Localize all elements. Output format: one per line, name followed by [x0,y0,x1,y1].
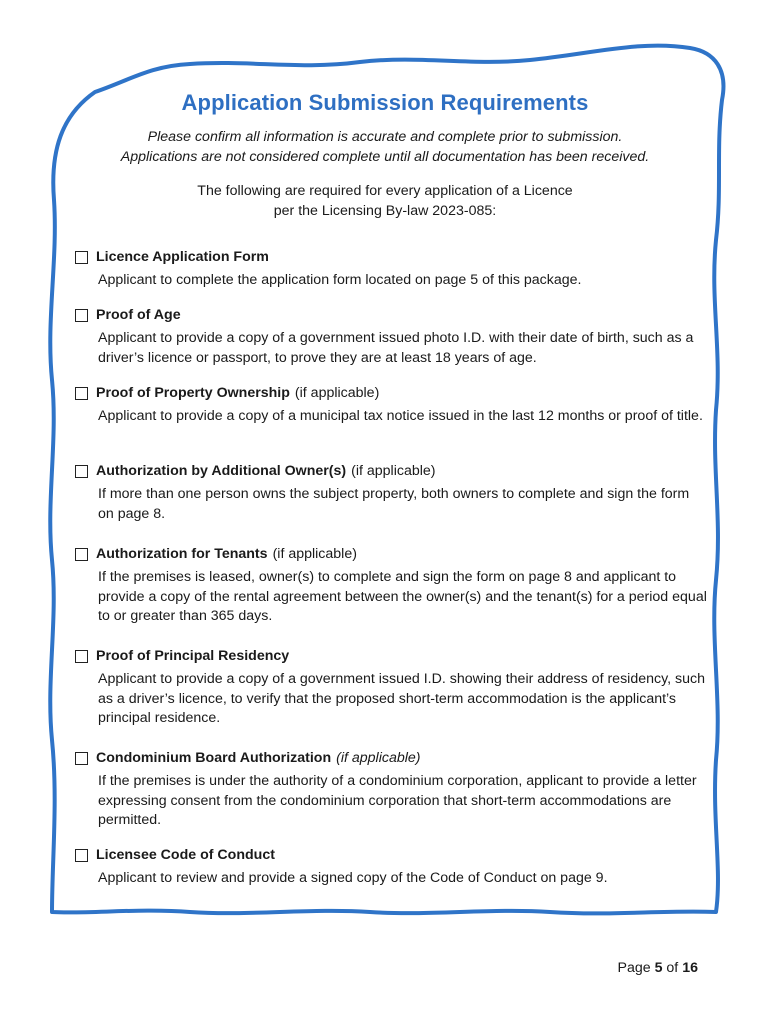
requirement-description: Applicant to provide a copy of a government issued photo I.D. with their date of birth, such as a driver’s licence or passport, to prove they are at least 18 years of age. [98,330,694,366]
checkbox[interactable] [75,309,88,322]
requirement-title: Proof of Property Ownership [96,385,290,401]
requirement-authorization-for-tenants [75,544,705,627]
requirement-proof-of-property-ownership [75,383,705,427]
requirement-title: Authorization by Additional Owner(s) [96,463,347,479]
checkbox[interactable] [75,548,88,561]
requirement-licensee-code-of-conduct [75,845,705,889]
requirement-proof-of-principal-residency [75,646,705,729]
page-number [617,960,698,976]
checkbox[interactable] [75,251,88,264]
checkbox[interactable] [75,650,88,663]
requirement-description: Applicant to review and provide a signed copy of the Code of Conduct on page 9. [98,870,608,886]
required-line-1: The following are required for every application of a Licence [197,183,573,199]
requirement-authorization-additional-owners [75,461,705,524]
page-current: 5 [654,960,663,976]
page-total: 16 [682,960,698,976]
requirement-title: Licence Application Form [96,249,269,265]
requirement-title: Authorization for Tenants [96,546,268,562]
requirement-description: Applicant to provide a copy of a government issued I.D. showing their address of residency, such as a driver’s licence, to verify that the proposed short-term accommodation is the applicant’s principal residence. [98,671,705,726]
intro-line-1: Please confirm all information is accurate and complete prior to submission. [147,129,623,145]
requirement-title: Condominium Board Authorization [96,750,332,766]
requirement-qualifier: (if applicable) [336,750,421,766]
checkbox[interactable] [75,387,88,400]
requirement-title: Licensee Code of Conduct [96,847,275,863]
requirement-qualifier: (if applicable) [294,385,380,401]
requirement-proof-of-age [75,305,705,368]
requirement-condominium-board-authorization [75,748,705,831]
page-title: Application Submission Requirements [181,90,589,115]
requirement-description: If the premises is leased, owner(s) to complete and sign the form on page 8 and applicant to provide a copy of the rental agreement between the owner(s) and the tenant(s) for a period equal to or greater than 365 days. [98,569,707,624]
requirement-description: If more than one person owns the subject property, both owners to complete and sign the form on page 8. [98,486,690,522]
required-line-2: per the Licensing By-law 2023-085: [273,203,497,219]
requirement-licence-application-form [75,247,705,291]
required-statement [0,181,770,221]
page-of: of [666,960,679,976]
checkbox[interactable] [75,752,88,765]
page-prefix: Page [617,960,651,976]
checkbox[interactable] [75,465,88,478]
requirement-qualifier: (if applicable) [351,463,436,479]
requirement-qualifier: (if applicable) [272,546,357,562]
intro-line-2: Applications are not considered complete until all documentation has been received. [120,149,650,165]
requirement-title: Proof of Age [96,307,181,323]
intro-note [0,127,770,167]
checkbox[interactable] [75,849,88,862]
requirement-description: Applicant to complete the application form located on page 5 of this package. [98,272,582,288]
requirement-description: Applicant to provide a copy of a municipal tax notice issued in the last 12 months or proof of title. [98,408,703,424]
requirement-description: If the premises is under the authority of a condominium corporation, applicant to provide a letter expressing consent from the condominium corporation that short-term accommodations are permitted. [98,773,697,828]
requirement-title: Proof of Principal Residency [96,648,290,664]
